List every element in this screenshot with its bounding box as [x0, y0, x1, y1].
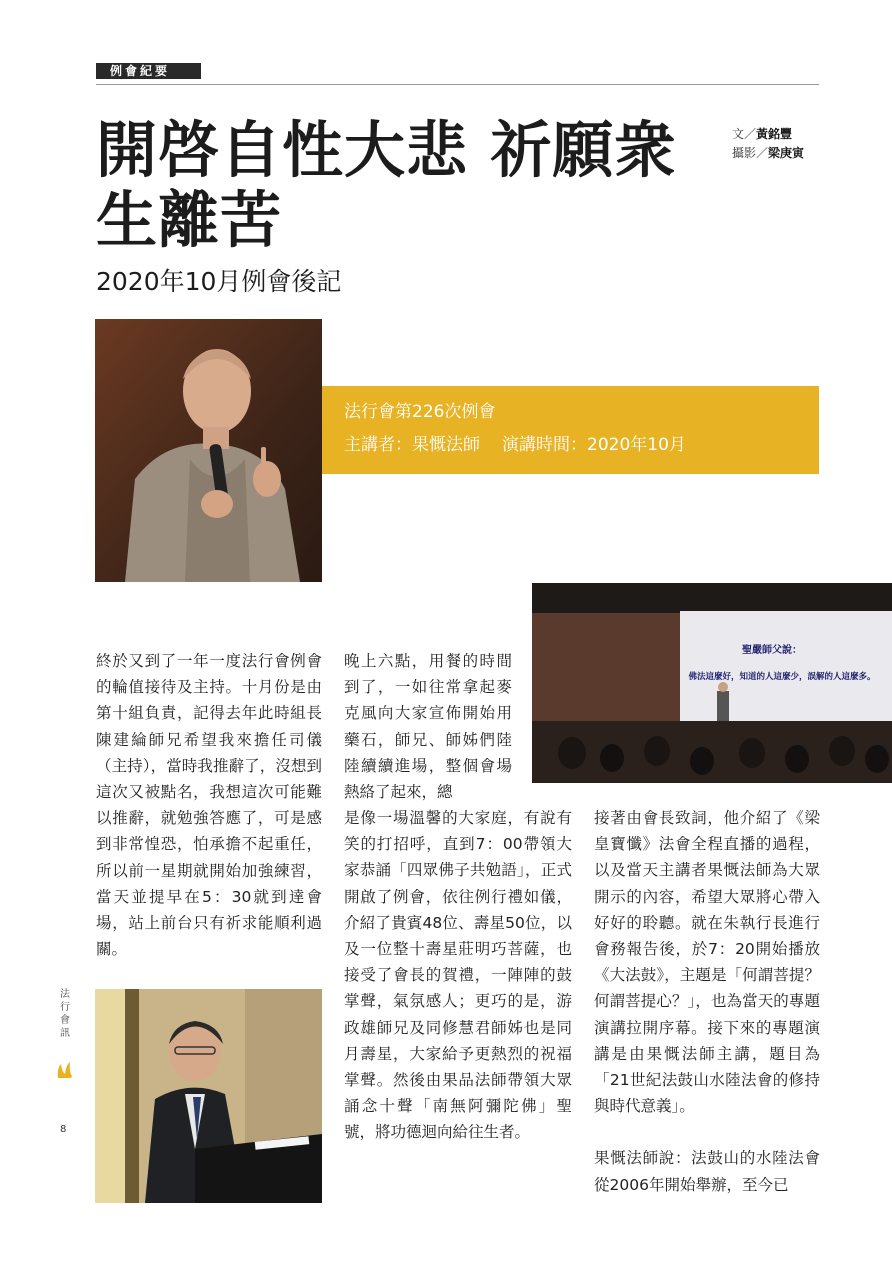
speaker-photo	[95, 319, 322, 582]
paragraph-2-start: 晚上六點，用餐的時間到了，一如往常拿起麥克風向大家宣佈開始用藥石，師兄、師姊們陸陸續續進場，整個會場熱絡了起來，總	[344, 652, 512, 802]
event-speaker: 主講者：果慨法師	[344, 435, 480, 455]
photographer-prefix: 攝影／	[732, 146, 769, 160]
writer-prefix: 文／	[732, 127, 757, 141]
slide-line1: 聖嚴師父說：	[742, 645, 802, 656]
body-column-2-top	[344, 648, 512, 805]
credits	[732, 125, 804, 163]
lotus-mark-icon	[56, 1060, 74, 1080]
body-column-3	[594, 805, 820, 1198]
photographer-name: 梁庚寅	[768, 146, 805, 160]
lecture-hall-photo	[532, 583, 892, 783]
writer-name: 黃銘豐	[756, 127, 793, 141]
publication-logo: 法行會訊	[60, 989, 70, 1039]
article-subtitle: 2020年10月例會後記	[96, 267, 342, 296]
header-divider	[96, 84, 819, 85]
event-details	[344, 429, 819, 462]
paragraph-3: 接著由會長致詞，他介紹了《梁皇寶懺》法會全程直播的過程，以及當天主講者果慨法師為大眾開示的內容，希望大眾將心帶入好好的聆聽。就在朱執行長進行會務報告後，於7：20開始播放《大法鼓》，主題是「何謂菩提？何謂菩提心？」，也為當天的專題演講拉開序幕。接下來的專題演講是由果慨法師主講，題目為「21世紀法鼓山水陸法會的修持與時代意義」。	[594, 809, 820, 1116]
article-title: 開啓自性大悲 祈願衆生離苦	[96, 115, 677, 256]
body-column-1	[96, 648, 322, 962]
event-info-box	[322, 386, 819, 474]
writer-credit	[732, 125, 804, 144]
host-photo	[95, 989, 322, 1203]
event-title: 法行會第226次例會	[344, 402, 496, 422]
body-column-2	[344, 805, 572, 1146]
section-tag: 例會紀要	[96, 63, 201, 79]
paragraph-2-cont: 是像一場溫馨的大家庭，有說有笑的打招呼，直到7：00帶領大家恭誦「四眾佛子共勉語」，正式開啟了例會，依往例行禮如儀，介紹了貴賓48位、壽星50位，以及一位整十壽星莊明巧菩薩，也接受了會長的賀禮，一陣陣的鼓掌聲，氣氛感人；更巧的是，游政雄師兄及同修慧君師姊也是同月壽星，大家給予更熱烈的祝福掌聲。然後由果品法師帶領大眾誦念十聲「南無阿彌陀佛」聖號，將功德迴向給往生者。	[344, 809, 572, 1142]
photographer-credit	[732, 144, 804, 163]
paragraph-4: 果慨法師說：法鼓山的水陸法會從2006年開始舉辦，至今已	[594, 1149, 820, 1194]
event-time: 演講時間：2020年10月	[502, 435, 686, 455]
paragraph-1: 終於又到了一年一度法行會例會的輪值接待及主持。十月份是由第十組負責，記得去年此時組長陳建綸師兄希望我來擔任司儀（主持），當時我推辭了，沒想到這次又被點名，我想這次可能難以推辭，就勉強答應了，可是感到非常惶恐，怕承擔不起重任，所以前一星期就開始加強練習，當天並提早在5：30就到達會場，站上前台只有祈求能順利過關。	[96, 652, 322, 959]
page-number: 8	[60, 1124, 67, 1135]
slide-line2: 佛法這麼好，知道的人這麼少，誤解的人這麼多。	[688, 672, 876, 682]
